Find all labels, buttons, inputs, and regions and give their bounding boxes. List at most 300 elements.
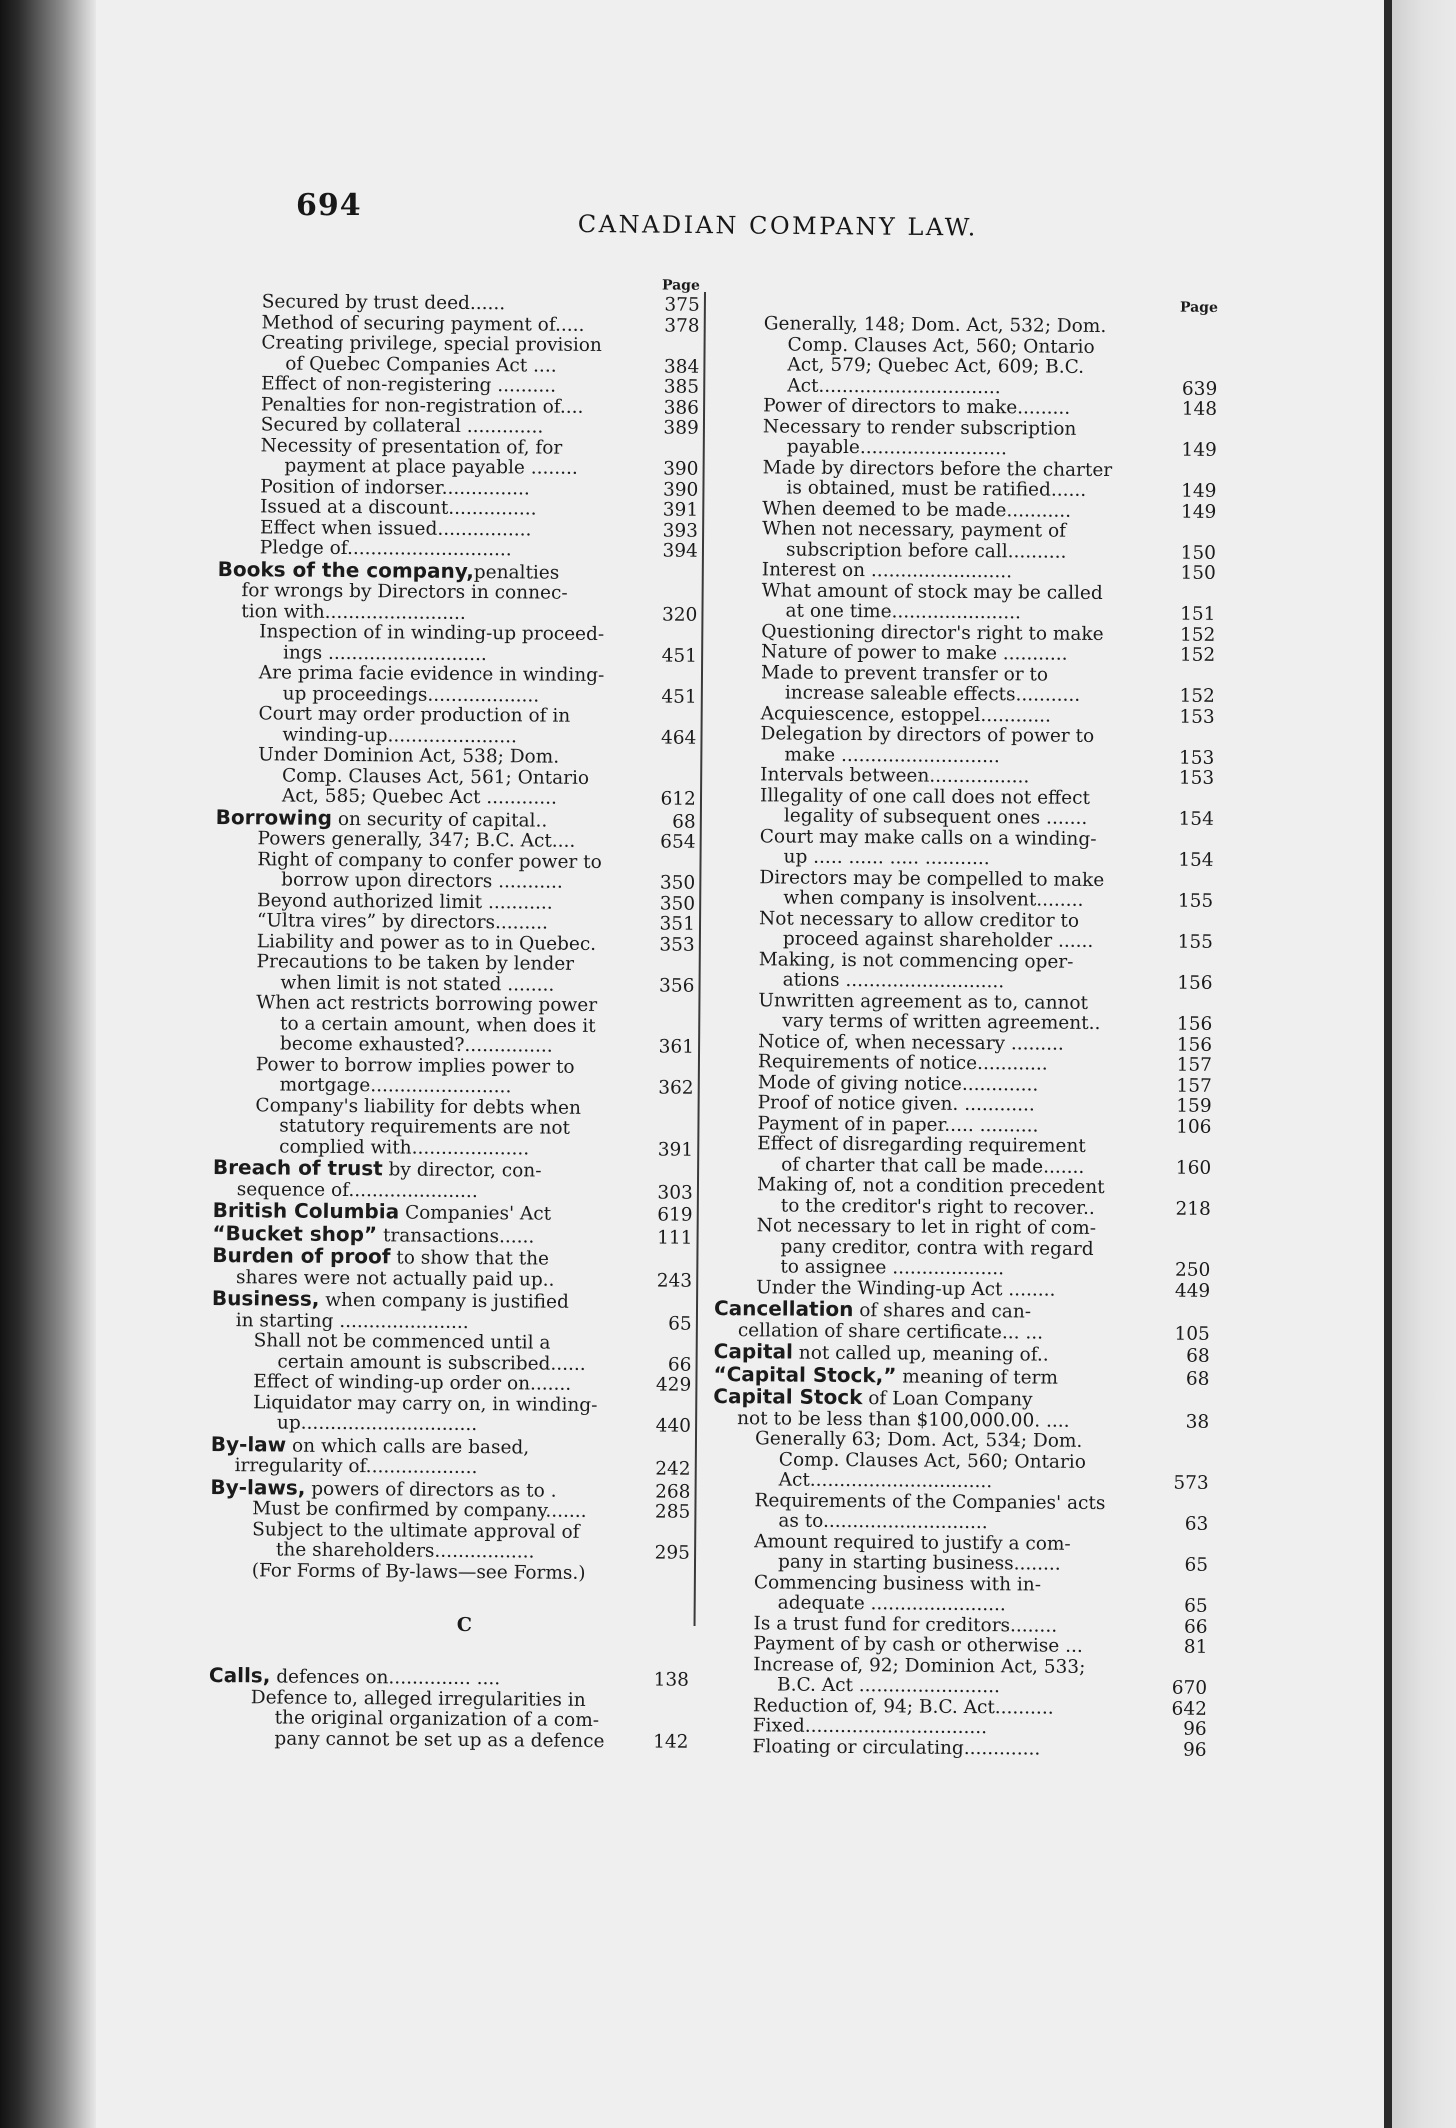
entry-text <box>258 704 652 748</box>
entry-line: up proceedings................... <box>282 683 540 707</box>
index-subentry <box>720 457 1216 502</box>
entry-line: Interest on ........................ <box>761 559 1013 583</box>
entry-line: payable......................... <box>786 436 1007 460</box>
entry-line: When deemed to be made........... <box>762 497 1072 522</box>
entry-text <box>763 314 1174 399</box>
entry-line: Requirements of the Companies' acts <box>754 1489 1106 1514</box>
entry-line: proceed against shareholder ...... <box>782 928 1094 952</box>
entry-term: By-law <box>210 1431 287 1457</box>
index-entry <box>211 1433 691 1480</box>
entry-text <box>256 952 650 996</box>
entry-line: the original organization of a com- <box>274 1707 600 1732</box>
entry-text <box>761 581 1171 625</box>
entry-text <box>260 436 654 480</box>
entry-page-ref: 389 <box>663 417 699 439</box>
entry-line: subscription before call.......... <box>785 539 1067 563</box>
entry-line: Illegality of one call does not effect <box>759 784 1091 809</box>
entry-page-ref: 285 <box>654 1501 691 1523</box>
entry-text <box>759 909 1169 953</box>
column-page-header: Page <box>1179 299 1218 316</box>
entry-line: to assignee ................... <box>780 1256 1005 1280</box>
entry-page-ref: 68 <box>1185 1368 1210 1390</box>
entry-line: Effect of non-registering .......... <box>261 373 557 397</box>
entry-page-ref: 155 <box>1177 890 1214 912</box>
entry-page-ref: 362 <box>658 1077 694 1099</box>
entry-page-ref: 384 <box>663 355 700 378</box>
entry-description: powers of directors as to . <box>305 1478 557 1502</box>
entry-line: at one time...................... <box>785 600 1022 624</box>
entry-line: certain amount is subscribed...... <box>277 1350 586 1375</box>
index-subentry <box>711 1654 1207 1699</box>
entry-page-ref: 356 <box>659 974 695 997</box>
entry-text <box>258 745 652 810</box>
entry-page-ref: 138 <box>653 1669 690 1691</box>
entry-page-ref: 390 <box>663 458 699 480</box>
entry-page-ref: 449 <box>1174 1280 1211 1302</box>
entry-line: B.C. Act ........................ <box>776 1674 1001 1698</box>
entry-term: Breach of trust <box>212 1154 383 1181</box>
entry-line: Under Dominion Act, 538; Dom. <box>258 744 560 768</box>
entry-page-ref: 361 <box>658 1036 695 1058</box>
entry-page-ref: 154 <box>1178 849 1214 871</box>
entry-line: Effect when issued................ <box>259 516 532 540</box>
entry-text <box>212 1154 649 1203</box>
index-subentry <box>214 993 694 1058</box>
entry-description: of shares and can- <box>853 1300 1032 1323</box>
entry-term: Capital Stock <box>713 1383 863 1410</box>
entry-line: Shall not be commenced until a <box>253 1330 551 1354</box>
entry-line: adequate ....................... <box>777 1592 1006 1616</box>
entry-page-ref: 150 <box>1180 542 1217 564</box>
index-subentry <box>213 1095 693 1160</box>
entry-text <box>253 1331 647 1375</box>
entry-line: Nature of power to make ........... <box>761 641 1068 665</box>
index-subentry <box>719 580 1215 625</box>
entry-page-ref: 250 <box>1174 1259 1211 1281</box>
entry-line: Court may order production of in <box>258 703 571 727</box>
entry-line: Delegation by directors of power to <box>760 723 1095 747</box>
entry-line: Payment of in paper..... .......... <box>757 1112 1039 1137</box>
entry-page-ref: 320 <box>661 603 698 626</box>
entry-text <box>757 1134 1167 1178</box>
entry-description: penalties <box>473 561 560 584</box>
index-subentry <box>219 333 699 378</box>
entry-term: Cancellation <box>713 1295 854 1322</box>
entry-page-ref: 65 <box>1184 1554 1209 1576</box>
entry-line: Requirements of notice............ <box>757 1051 1048 1075</box>
entry-term: By-laws, <box>210 1474 306 1500</box>
entry-line: Power to borrow implies power to <box>255 1053 575 1078</box>
entry-line: sequence of...................... <box>236 1178 478 1202</box>
entry-term: Capital <box>713 1338 794 1364</box>
entry-page-ref: 152 <box>1179 624 1216 646</box>
entry-page-ref: 105 <box>1174 1323 1210 1345</box>
entry-page-ref: 68 <box>1186 1345 1210 1367</box>
entry-page-ref: 111 <box>657 1226 693 1249</box>
entry-page-ref: 153 <box>1179 706 1215 728</box>
entry-line: Is a trust fund for creditors........ <box>753 1612 1058 1637</box>
index-subentry <box>717 867 1213 912</box>
entry-line: Issued at a discount............... <box>260 496 537 520</box>
entry-line: shares were not actually paid up.. <box>236 1266 555 1291</box>
index-entry <box>713 1383 1210 1433</box>
entry-line: Liquidator may carry on, in winding- <box>253 1391 598 1416</box>
entry-line: Not necessary to let in right of com- <box>756 1215 1097 1239</box>
entry-line: Necessity of presentation of, for <box>260 434 563 459</box>
entry-term: Calls, <box>208 1662 271 1688</box>
entry-line: Creating privilege, special provision <box>261 332 602 357</box>
entry-text <box>759 827 1169 871</box>
index-subentry <box>218 435 698 480</box>
entry-term: Burden of proof <box>212 1242 391 1269</box>
entry-page-ref: 156 <box>1176 1034 1213 1056</box>
entry-page-ref: 157 <box>1176 1054 1213 1076</box>
entry-page-ref: 386 <box>663 396 700 419</box>
entry-term: Books of the company, <box>217 556 474 583</box>
index-subentry <box>211 1331 691 1376</box>
entry-line: is obtained, must be ratified...... <box>786 477 1087 501</box>
index-subentry <box>713 1429 1209 1494</box>
entry-description: by director, con- <box>382 1159 542 1182</box>
entry-text <box>753 1737 1163 1761</box>
entry-text <box>763 417 1173 461</box>
index-subentry <box>216 704 696 749</box>
entry-line: Liability and power as to in Quebec. <box>256 930 597 955</box>
entry-line: Penalties for non-registration of.... <box>260 393 584 418</box>
entry-text <box>713 1383 1165 1433</box>
entry-page-ref: 429 <box>655 1374 692 1396</box>
entry-line: when limit is not stated ........ <box>280 971 555 996</box>
entry-page-ref: 243 <box>656 1269 693 1292</box>
entry-page-ref: 153 <box>1178 747 1215 769</box>
index-subentry <box>717 908 1213 953</box>
index-entry <box>217 558 697 625</box>
entry-page-ref: 642 <box>1171 1698 1207 1720</box>
page-gutter <box>1384 0 1392 2128</box>
entry-line: Generally 63; Dom. Act, 534; Dom. <box>754 1428 1083 1452</box>
entry-term: “Capital Stock,” <box>713 1361 897 1387</box>
index-subentry <box>715 1134 1211 1179</box>
entry-text <box>252 1561 646 1585</box>
entry-line: Intervals between................. <box>760 764 1030 788</box>
entry-line: “Ultra vires” by directors......... <box>256 910 549 934</box>
entry-page-ref: 350 <box>659 872 696 894</box>
entry-description: on which calls are based, <box>286 1435 530 1458</box>
entry-page-ref: 152 <box>1179 685 1215 707</box>
entry-text <box>261 333 655 377</box>
entry-line: Effect of winding-up order on....... <box>253 1371 572 1395</box>
entry-text <box>754 1573 1164 1617</box>
entry-page-ref: 155 <box>1177 931 1214 953</box>
index-subentry <box>716 990 1212 1035</box>
entry-page-ref: 218 <box>1175 1198 1211 1220</box>
entry-page-ref: 149 <box>1180 501 1217 523</box>
entry-line: Position of indorser............... <box>260 475 530 499</box>
entry-description: not called up, meaning of.. <box>792 1342 1049 1366</box>
entry-line: to a certain amount, when does it <box>280 1012 596 1037</box>
entry-line: Precautions to be taken by lender <box>256 951 575 975</box>
entry-line: the shareholders................. <box>275 1539 535 1563</box>
entry-line: become exhausted?............... <box>279 1033 553 1057</box>
entry-page-ref: 151 <box>1180 603 1216 625</box>
entry-line: vary terms of written agreement.. <box>782 1010 1101 1034</box>
entry-text <box>256 1055 650 1099</box>
entry-text <box>760 786 1170 830</box>
entry-page-ref: 242 <box>655 1458 691 1480</box>
entry-page-ref: 66 <box>667 1354 692 1376</box>
entry-line: Acquiescence, estoppel............ <box>760 702 1052 727</box>
entry-term: Business, <box>211 1285 320 1311</box>
entry-text <box>753 1655 1163 1699</box>
entry-text <box>256 993 650 1058</box>
entry-page-ref: 152 <box>1179 644 1216 666</box>
entry-line: Act............................... <box>787 375 1001 398</box>
entry-line: Generally, 148; Dom. Act, 532; Dom. <box>763 313 1107 338</box>
index-subentry <box>217 663 697 708</box>
index-subentry <box>208 1687 688 1752</box>
entry-page-ref: 156 <box>1176 1013 1213 1035</box>
index-entry <box>212 1242 693 1292</box>
entry-page-ref: 619 <box>657 1204 693 1226</box>
entry-text <box>760 724 1170 768</box>
index-subentry <box>715 1175 1211 1220</box>
entry-line: Fixed............................... <box>752 1715 988 1739</box>
entry-text <box>759 868 1169 912</box>
entry-text <box>761 663 1171 707</box>
entry-text <box>754 1532 1164 1576</box>
entry-text <box>259 622 653 666</box>
entry-page-ref: 96 <box>1182 1739 1207 1761</box>
entry-text <box>755 1429 1165 1494</box>
index-subentry <box>216 745 696 810</box>
entry-text <box>762 519 1172 563</box>
entry-page-ref: 148 <box>1181 398 1218 420</box>
entry-line: up.............................. <box>276 1412 478 1436</box>
entry-line: Commencing business with in- <box>753 1571 1042 1596</box>
index-subentry <box>719 662 1215 707</box>
entry-text <box>250 1688 644 1753</box>
entry-line: Mode of giving notice............. <box>757 1071 1039 1096</box>
entry-term: British Columbia <box>212 1197 400 1224</box>
entry-line: legality of subsequent ones ....... <box>783 805 1088 829</box>
index-subentry <box>210 1560 690 1584</box>
entry-line: Company's liability for debts when <box>255 1094 582 1119</box>
entry-page-ref: 375 <box>664 294 700 316</box>
entry-line: Act............................... <box>778 1469 993 1493</box>
entry-text <box>754 1491 1164 1535</box>
entry-page-ref: 654 <box>660 831 696 853</box>
entry-text <box>757 1175 1167 1219</box>
entry-page-ref: 390 <box>662 478 699 501</box>
entry-line: ations ........................... <box>782 969 1005 993</box>
entry-line: Comp. Clauses Act, 560; Ontario <box>787 334 1095 358</box>
entry-term: “Bucket shop” <box>212 1220 378 1246</box>
index-subentry <box>214 952 694 997</box>
entry-line: Amount required to justify a com- <box>754 1530 1071 1555</box>
book-binding-edge <box>0 0 96 2128</box>
entry-line: as to............................ <box>778 1510 988 1534</box>
index-entry <box>713 1295 1210 1345</box>
entry-line: for wrongs by Directors in connec- <box>241 580 568 604</box>
entry-line: What amount of stock may be called <box>761 579 1103 604</box>
index-subentry <box>217 622 697 667</box>
entry-line: Powers generally, 347; B.C. Act.... <box>257 828 576 852</box>
index-subentry <box>210 1519 690 1564</box>
entry-text <box>762 458 1172 502</box>
entry-text <box>756 1216 1166 1281</box>
index-subentry <box>717 949 1213 994</box>
entry-line: of Quebec Companies Act .... <box>285 353 557 377</box>
entry-line: Act, 579; Quebec Act, 609; B.C. <box>787 354 1085 378</box>
entry-line: when company is insolvent........ <box>783 887 1084 911</box>
entry-line: mortgage........................ <box>279 1074 512 1098</box>
entry-description: when company is justified <box>319 1289 569 1313</box>
entry-line: pany in starting business........ <box>777 1551 1061 1575</box>
entry-text <box>253 1393 647 1437</box>
entry-page-ref: 38 <box>1185 1411 1210 1433</box>
entry-line: up ..... ...... ..... ........... <box>783 846 990 870</box>
entry-line: Subject to the ultimate approval of <box>252 1518 580 1543</box>
index-subentry <box>721 416 1217 461</box>
index-subentry <box>712 1572 1208 1617</box>
entry-page-ref: 440 <box>655 1415 692 1437</box>
entry-term: Borrowing <box>215 804 333 830</box>
index-subentry <box>714 1216 1210 1281</box>
entry-text <box>759 950 1169 994</box>
entry-page-ref: 65 <box>1184 1595 1208 1617</box>
entry-description: meaning of term <box>896 1365 1059 1389</box>
entry-description: of Loan Company <box>862 1388 1033 1411</box>
entry-line: in starting ...................... <box>235 1309 469 1333</box>
index-subentry <box>720 519 1216 564</box>
entry-line: to the creditor's right to recover.. <box>780 1194 1095 1219</box>
entry-page-ref: 350 <box>659 892 696 915</box>
entry-line: Effect of disregarding requirement <box>757 1133 1086 1157</box>
entry-line: Reduction of, 94; B.C. Act.......... <box>752 1694 1054 1719</box>
entry-page-ref: 149 <box>1181 439 1217 461</box>
entry-line: not to be less than $100,000.00. .... <box>737 1407 1070 1432</box>
entry-page-ref: 66 <box>1183 1616 1208 1638</box>
entry-line: Right of company to confer power to <box>257 848 602 873</box>
entry-description: on security of capital.. <box>331 808 548 832</box>
next-page-edge <box>1392 0 1456 2128</box>
entry-line: When not necessary, payment of <box>762 518 1067 542</box>
index-subentry <box>211 1392 691 1437</box>
entry-line: Comp. Clauses Act, 560; Ontario <box>778 1448 1086 1473</box>
entry-page-ref: 149 <box>1181 480 1217 502</box>
entry-line: Defence to, alleged irregularities in <box>250 1686 586 1711</box>
entry-page-ref: 150 <box>1180 562 1216 584</box>
entry-line: Notice of, when necessary ......... <box>758 1030 1064 1055</box>
entry-page-ref: 394 <box>662 540 698 562</box>
entry-text <box>211 1433 647 1479</box>
entry-page-ref: 68 <box>672 811 696 833</box>
entry-line: Payment of by cash or otherwise ... <box>753 1633 1083 1657</box>
entry-line: Pledge of............................ <box>259 537 512 561</box>
entry-line: Are prima facie evidence in winding- <box>258 662 605 687</box>
entry-line: Court may make calls on a winding- <box>759 825 1097 850</box>
entry-description: to show that the <box>390 1247 550 1270</box>
entry-text <box>255 1096 649 1161</box>
entry-line: Power of directors to make......... <box>763 395 1071 419</box>
index-subentry <box>717 826 1213 871</box>
index-subentry <box>712 1490 1208 1535</box>
column-page-header: Page <box>661 277 700 294</box>
entry-page-ref: 385 <box>663 376 700 398</box>
entry-page-ref: 451 <box>661 644 698 667</box>
entry-line: Making, is not commencing oper- <box>758 948 1074 973</box>
entry-page-ref: 353 <box>659 933 695 956</box>
entry-line: Necessary to render subscription <box>762 415 1077 440</box>
index-column-right <box>711 294 1218 1761</box>
entry-line: Directors may be compelled to make <box>759 866 1105 891</box>
entry-line: make ........................... <box>784 744 1000 767</box>
entry-page-ref: 393 <box>662 519 699 542</box>
index-subentry <box>721 314 1218 400</box>
entry-text <box>259 663 653 707</box>
entry-line: Made to prevent transfer or to <box>760 661 1049 686</box>
entry-line: Making of, not a condition precedent <box>756 1174 1105 1199</box>
entry-page-ref: 160 <box>1175 1157 1212 1179</box>
entry-text <box>713 1295 1166 1345</box>
running-title: CANADIAN COMPANY LAW. <box>577 210 978 242</box>
entry-page-ref: 639 <box>1181 378 1218 400</box>
entry-line: Comp. Clauses Act, 561; Ontario <box>281 765 590 789</box>
entry-line: irregularity of................... <box>234 1455 478 1479</box>
index-entry <box>211 1285 692 1335</box>
entry-page-ref: 464 <box>660 726 697 749</box>
entry-page-ref: 106 <box>1176 1116 1212 1138</box>
entry-line: Questioning director's right to make <box>761 620 1104 645</box>
entry-line: When act restricts borrowing power <box>256 992 598 1016</box>
entry-text <box>212 1242 648 1291</box>
entry-page-ref: 142 <box>653 1730 689 1753</box>
entry-line: Must be confirmed by company....... <box>252 1498 587 1522</box>
entry-page-ref: 303 <box>657 1181 693 1204</box>
entry-line: tion with........................ <box>241 600 466 624</box>
entry-page-ref: 153 <box>1178 767 1215 789</box>
index-subentry <box>718 724 1214 769</box>
entry-text <box>211 1285 648 1334</box>
entry-line: borrow upon directors ........... <box>281 869 563 893</box>
entry-description: defences on.............. .... <box>270 1666 501 1690</box>
index-column-left <box>208 272 700 1753</box>
entry-line: Beyond authorized limit ........... <box>256 889 553 914</box>
entry-description: Companies' Act <box>399 1202 552 1225</box>
entry-line: Unwritten agreement as to, cannot <box>758 989 1089 1014</box>
entry-page-ref: 295 <box>654 1542 691 1564</box>
index-letter-heading: C <box>456 1613 473 1637</box>
entry-page-ref: 391 <box>662 499 699 521</box>
entry-page-ref: 670 <box>1171 1677 1208 1699</box>
entry-text <box>758 991 1168 1035</box>
entry-line: Secured by trust deed...... <box>261 291 506 315</box>
entry-line: Secured by collateral ............. <box>260 414 544 438</box>
entry-page-ref: 157 <box>1176 1075 1212 1097</box>
index-entry <box>212 1154 693 1204</box>
entry-page-ref: 391 <box>657 1138 694 1161</box>
entry-page-ref: 81 <box>1183 1636 1208 1658</box>
entry-line: Increase of, 92; Dominion Act, 533; <box>753 1653 1086 1678</box>
entry-page-ref: 63 <box>1184 1513 1209 1535</box>
index-subentry <box>718 785 1214 830</box>
entry-description: transactions...... <box>377 1224 535 1247</box>
entry-page-ref: 154 <box>1178 808 1214 830</box>
entry-line: Under the Winding-up Act ........ <box>756 1276 1056 1301</box>
entry-page-ref: 65 <box>668 1313 692 1335</box>
entry-page-ref: 96 <box>1183 1718 1207 1740</box>
entry-line: Inspection of in winding-up proceed- <box>259 621 605 646</box>
